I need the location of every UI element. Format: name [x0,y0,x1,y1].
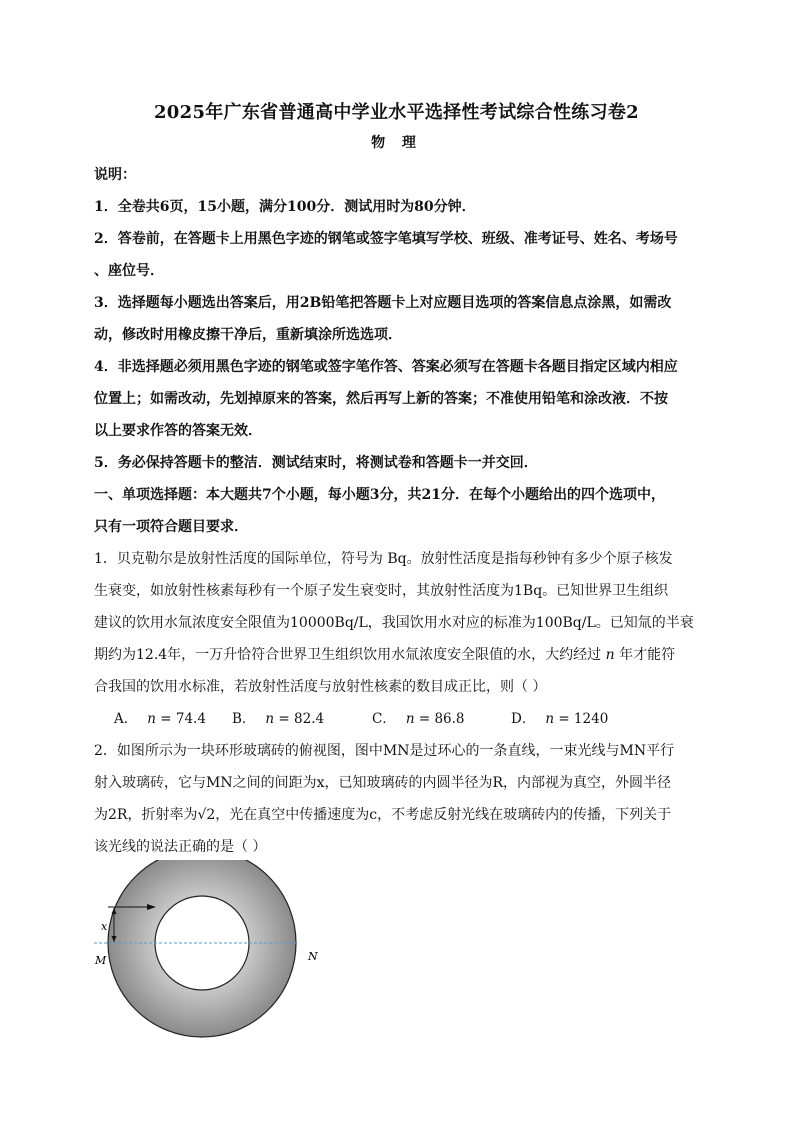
instruction-line: 以上要求作答的答案无效． [94,423,262,439]
option-key: A． [114,711,138,727]
instructions-heading: 说明： [94,167,136,183]
question-2-text: 为2R，折射率为√2，光在真空中传播速度为c，不考虑反射光线在玻璃砖内的传播，下列关于 [94,807,672,823]
variable-n: n [405,711,415,727]
question-2-text: 该光线的说法正确的是（ ） [94,839,267,855]
instruction-line: 2．答卷前，在答题卡上用黑色字迹的钢笔或签字笔填写学校、班级、准考证号、姓名、考场号 [94,231,678,247]
option-value: = 86.8 [418,711,465,727]
instruction-line: 5．务必保持答题卡的整洁．测试结束时，将测试卷和答题卡一并交回． [94,455,538,471]
question-1-text: 1．贝克勒尔是放射性活度的国际单位，符号为 Bq。放射性活度是指每秒钟有多少个原子核发 [94,551,673,567]
subject-heading: 物 理 [371,135,422,151]
instruction-line: 3．选择题每小题选出答案后，用2B铅笔把答题卡上对应题目选项的答案信息点涂黑，如需改 [94,295,672,311]
section-heading: 一、单项选择题：本大题共7个小题，每小题3分，共21分．在每个小题给出的四个选项中， [94,487,665,503]
question-2-text: 射入玻璃砖，它与MN之间的间距为x，已知玻璃砖的内圆半径为R，内部视为真空，外圆半径 [94,775,672,791]
option-value: = 82.4 [278,711,325,727]
label-n: N [308,950,318,963]
question-2-text: 2．如图所示为一块环形玻璃砖的俯视图，图中MN是过环心的一条直线，一束光线与MN平行 [94,743,675,759]
question-1-text: 生衰变，如放射性核素每秒有一个原子发生衰变时，其放射性活度为1Bq。已知世界卫生组织 [94,583,669,599]
question-1-text-part: 年才能符 [619,647,676,663]
option-a[interactable] [114,707,206,727]
option-value: = 1240 [558,711,609,727]
question-1-text-part: 期约为12.4年，一万升恰符合世界卫生组织饮用水氚浓度安全限值的水，大约经过 [94,647,602,663]
option-b[interactable] [232,707,324,727]
question-1-text [94,645,706,665]
option-key: B． [232,711,256,727]
glass-ring [108,860,296,1037]
option-key: C． [372,711,396,727]
page-title: 2025年广东省普通高中学业水平选择性考试综合性练习卷2 [153,102,640,123]
question-1-text: 合我国的饮用水标准，若放射性活度与放射性核素的数目成正比，则（ ） [94,679,547,695]
variable-n: n [605,647,615,663]
instruction-line: 、座位号． [94,263,164,279]
instruction-line: 位置上；如需改动，先划掉原来的答案，然后再写上新的答案；不准使用铅笔和涂改液．不按 [94,391,668,407]
variable-n: n [147,711,156,727]
variable-n: n [545,711,555,727]
variable-n: n [265,711,275,727]
question-1-text: 建议的饮用水氚浓度安全限值为10000Bq/L，我国饮用水对应的标准为100Bq/L。已知氚的半衰 [94,615,694,631]
instruction-line: 动，修改时用橡皮擦干净后，重新填涂所选选项． [94,327,402,343]
option-value: = 74.4 [160,711,206,727]
label-m: M [95,954,107,967]
instruction-line: 4．非选择题必须用黑色字迹的钢笔或签字笔作答、答案必须写在答题卡各题目指定区域内相应 [94,359,678,375]
option-d[interactable] [511,707,608,727]
section-heading: 只有一项符合题目要求． [94,519,248,535]
instruction-line: 1．全卷共6页，15小题，满分100分．测试用时为80分钟． [94,199,476,215]
option-c[interactable] [372,707,465,727]
option-key: D． [511,711,536,727]
glass-ring-figure [86,860,326,1060]
label-x: x [101,920,108,933]
